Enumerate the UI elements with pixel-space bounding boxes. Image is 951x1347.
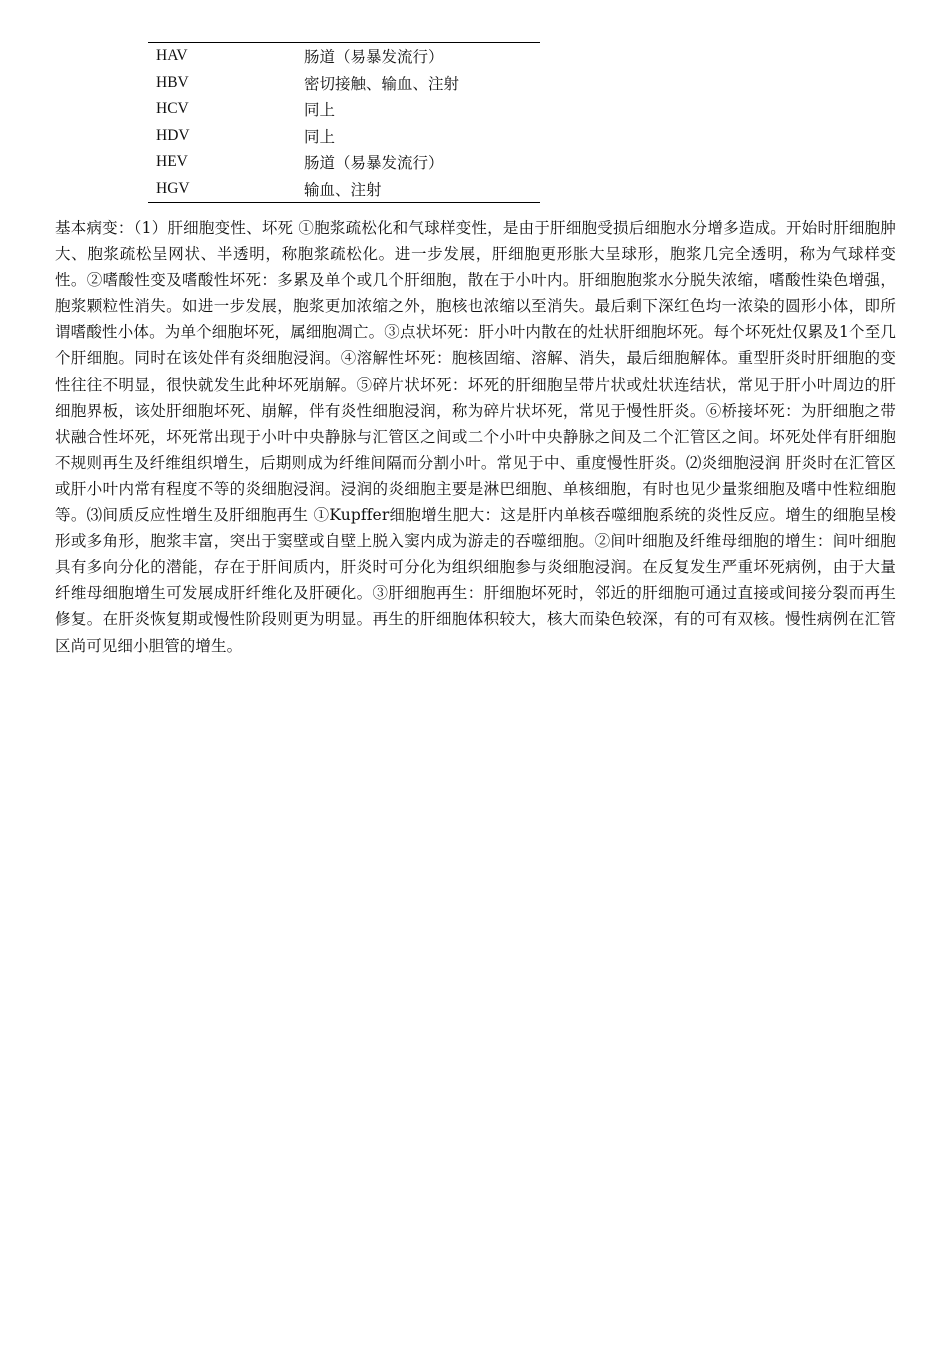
virus-name-cell: HBV — [156, 73, 189, 91]
table-row — [148, 123, 540, 150]
virus-name-cell: HCV — [156, 100, 189, 118]
basic-lesions-paragraph: 基本病变：（1）肝细胞变性、坏死 ①胞浆疏松化和气球样变性，是由于肝细胞受损后细胞水分增多造成。开始时肝细胞肿大、胞浆疏松呈网状、半透明，称胞浆疏松化。进一步发展，肝细胞更形胀大呈球形，胞浆几完全透明，称为气球样变性。②嗜酸性变及嗜酸性坏死：多累及单个或几个肝细胞，散在于小叶内。肝细胞胞浆水分脱失浓缩，嗜酸性染色增强，胞浆颗粒性消失。如进一步发展，胞浆更加浓缩之外，胞核也浓缩以至消失。最后剩下深红色均一浓染的圆形小体，即所谓嗜酸性小体。为单个细胞坏死，属细胞凋亡。③点状坏死：肝小叶内散在的灶状肝细胞坏死。每个坏死灶仅累及1个至几个肝细胞。同时在该处伴有炎细胞浸润。④溶解性坏死：胞核固缩、溶解、消失，最后细胞解体。重型肝炎时肝细胞的变性往往不明显，很快就发生此种坏死崩解。⑤碎片状坏死：坏死的肝细胞呈带片状或灶状连结状，常见于肝小叶周边的肝细胞界板，该处肝细胞坏死、崩解，伴有炎性细胞浸润，称为碎片状坏死，常见于慢性肝炎。⑥桥接坏死：为肝细胞之带状融合性坏死，坏死常出现于小叶中央静脉与汇管区之间或二个小叶中央静脉之间及二个汇管区之间。坏死处伴有肝细胞不规则再生及纤维组织增生，后期则成为纤维间隔而分割小叶。常见于中、重度慢性肝炎。⑵炎细胞浸润 肝炎时在汇管区或肝小叶内常有程度不等的炎细胞浸润。浸润的炎细胞主要是淋巴细胞、单核细胞，有时也见少量浆细胞及嗜中性粒细胞等。⑶间质反应性增生及肝细胞再生 ①Kupffer细胞增生肥大：这是肝内单核吞噬细胞系统的炎性反应。增生的细胞呈梭形或多角形，胞浆丰富，突出于窦壁或自壁上脱入窦内成为游走的吞噬细胞。②间叶细胞及纤维母细胞的增生：间叶细胞具有多向分化的潜能，存在于肝间质内，肝炎时可分化为组织细胞参与炎细胞浸润。在反复发生严重坏死病例，由于大量纤维母细胞增生可发展成肝纤维化及肝硬化。③肝细胞再生：肝细胞坏死时，邻近的肝细胞可通过直接或间接分裂而再生修复。在肝炎恢复期或慢性阶段则更为明显。再生的肝细胞体积较大，核大而染色较深，有的可有双核。慢性病例在汇管区尚可见细小胆管的增生。 — [55, 219, 896, 655]
transmission-route-table — [148, 42, 540, 203]
table-row — [148, 70, 540, 97]
virus-name-cell: HGV — [156, 179, 190, 197]
table-row — [148, 43, 540, 70]
table-row — [148, 176, 540, 203]
route-cell: 同上 — [304, 127, 336, 146]
virus-name-cell: HAV — [156, 47, 188, 65]
route-cell: 肠道（易暴发流行） — [304, 48, 444, 67]
route-cell: 肠道（易暴发流行） — [304, 154, 444, 173]
table-row — [148, 149, 540, 176]
route-cell: 同上 — [304, 101, 336, 120]
table-row — [148, 96, 540, 123]
virus-name-cell: HDV — [156, 126, 190, 144]
virus-name-cell: HEV — [156, 153, 188, 171]
route-cell: 密切接触、输血、注射 — [304, 74, 460, 93]
route-cell: 输血、注射 — [304, 180, 382, 199]
